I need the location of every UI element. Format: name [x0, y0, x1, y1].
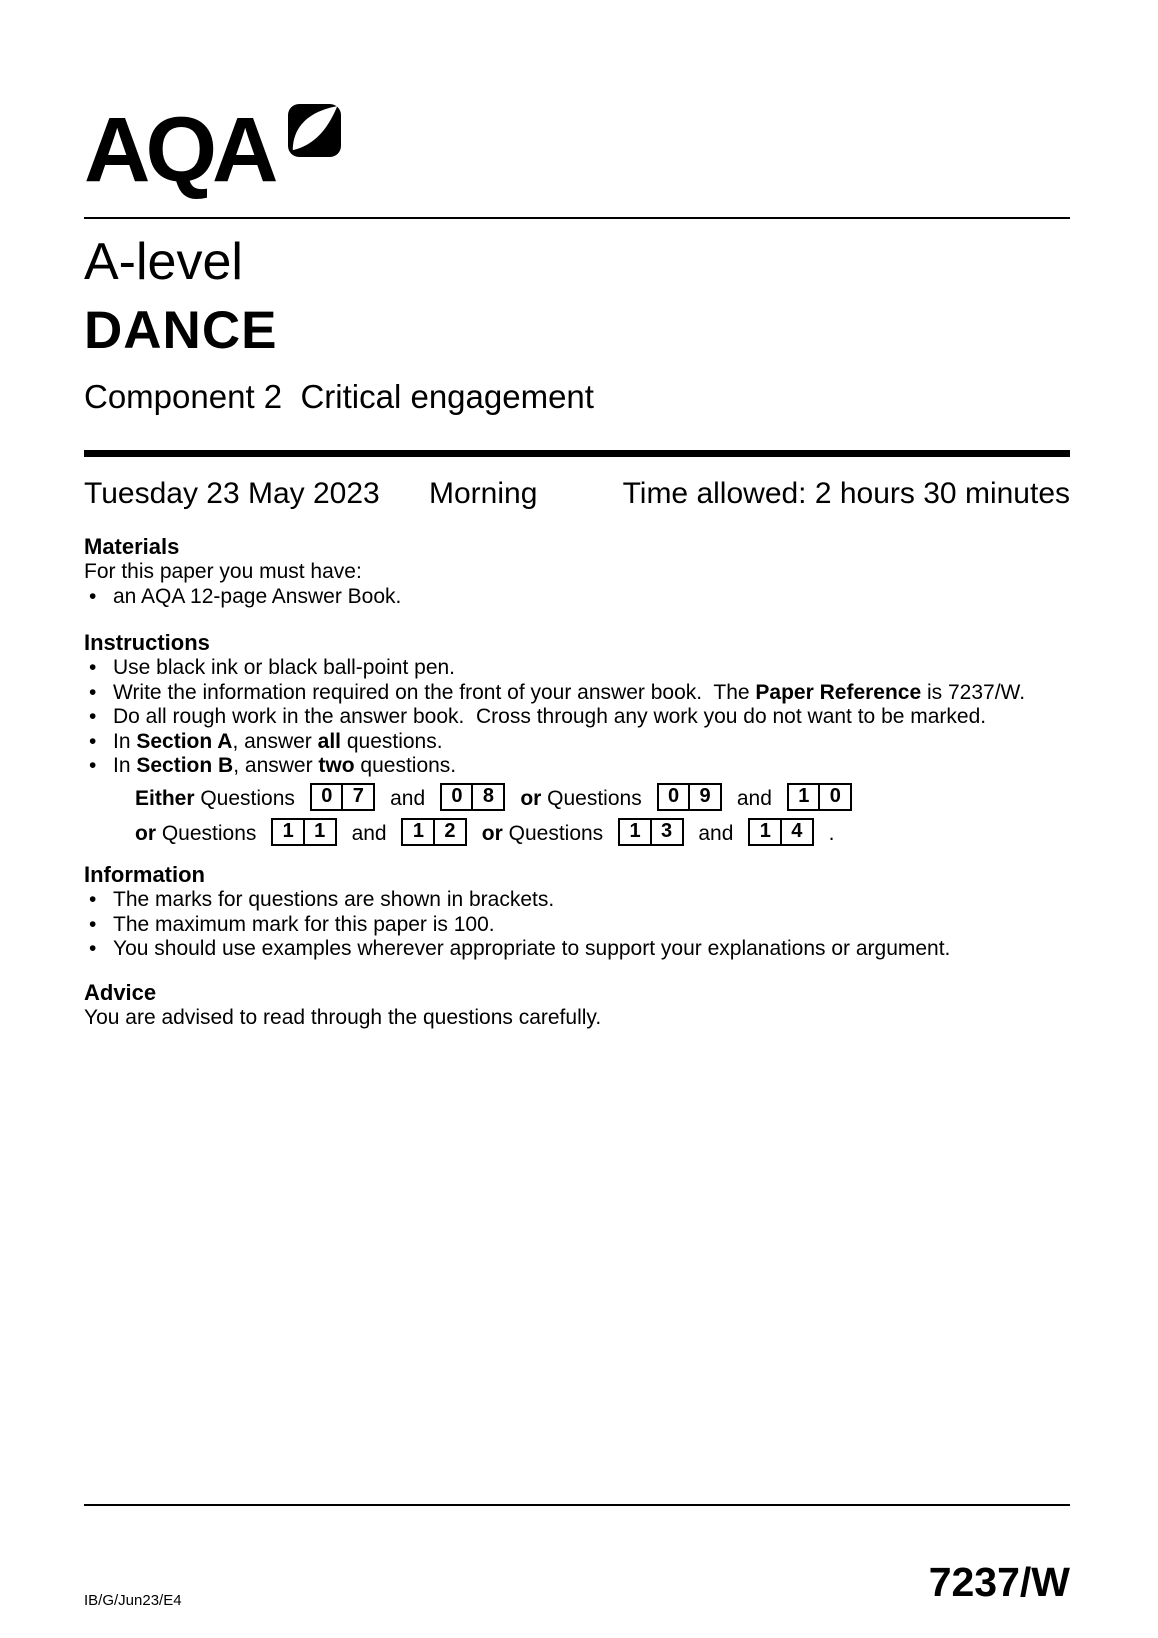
question-number-cell: 0 — [310, 783, 344, 811]
list-item: • In Section B, answer two questions. — [84, 754, 1070, 779]
footer-rule — [84, 1504, 1070, 1506]
list-item: • You should use examples wherever appropriate to support your explanations or argument. — [84, 937, 1070, 962]
question-number-cell: 1 — [618, 818, 652, 846]
materials-intro: For this paper you must have: — [84, 560, 362, 583]
page-content — [84, 0, 1070, 1638]
list-item: • Use black ink or black ball-point pen. — [84, 656, 1070, 681]
instructions-section — [84, 629, 1070, 849]
question-number-box — [401, 818, 467, 846]
question-number-box — [440, 783, 506, 811]
question-number-cell: 0 — [818, 783, 852, 811]
choice-row-or: or Questions 1 1 and 1 2 or Questions 1 3 and 1 4 . — [84, 818, 1070, 849]
paper-code: 7237/W — [928, 1559, 1070, 1605]
list-item: • Write the information required on the front of your answer book. The Paper Reference is 7237/W. — [84, 681, 1070, 706]
list-item: • In Section A, answer all questions. — [84, 730, 1070, 755]
question-number-box — [618, 818, 684, 846]
materials-list — [84, 585, 1070, 610]
title-rule — [84, 450, 1070, 457]
aqa-logo — [84, 0, 364, 200]
advice-section — [84, 979, 1070, 1031]
question-number-cell: 2 — [433, 818, 467, 846]
advice-heading: Advice — [84, 980, 157, 1005]
question-number-cell: 7 — [341, 783, 375, 811]
question-number-cell: 9 — [688, 783, 722, 811]
component-line: Component 2 Critical engagement — [84, 378, 594, 415]
question-number-cell: 4 — [780, 818, 814, 846]
question-number-box — [271, 818, 337, 846]
information-section — [84, 861, 1070, 962]
question-number-box — [310, 783, 376, 811]
session-row — [84, 476, 1070, 512]
information-list — [84, 888, 1070, 962]
header-rule — [84, 217, 1070, 219]
instructions-heading: Instructions — [84, 630, 210, 655]
list-item: • The maximum mark for this paper is 100. — [84, 913, 1070, 938]
exam-date: Tuesday 23 May 2023 — [84, 477, 380, 510]
choice-row-either: Either Questions 0 7 and 0 8 or Questions 0 9 and 1 0 — [84, 783, 1070, 814]
question-number-cell: 3 — [650, 818, 684, 846]
time-allowed: Time allowed: 2 hours 30 minutes — [622, 477, 1070, 510]
question-number-cell: 1 — [787, 783, 821, 811]
question-number-cell: 8 — [471, 783, 505, 811]
materials-heading: Materials — [84, 534, 180, 559]
qualification-title: A-level — [84, 233, 243, 291]
question-number-cell: 1 — [271, 818, 305, 846]
list-item: • Do all rough work in the answer book. Cross through any work you do not want to be marked. — [84, 705, 1070, 730]
information-heading: Information — [84, 862, 205, 887]
list-item: • an AQA 12-page Answer Book. — [84, 585, 1070, 610]
question-number-cell: 1 — [303, 818, 337, 846]
question-number-cell: 0 — [440, 783, 474, 811]
question-number-cell: 1 — [401, 818, 435, 846]
instructions-list — [84, 656, 1070, 779]
question-number-box — [748, 818, 814, 846]
subject-title: DANCE — [84, 301, 278, 360]
materials-section — [84, 533, 1070, 609]
list-item: • The marks for questions are shown in brackets. — [84, 888, 1070, 913]
exam-session: Morning — [429, 477, 538, 510]
aqa-logo-text: AQA — [84, 99, 274, 201]
question-number-cell: 1 — [748, 818, 782, 846]
question-number-box — [787, 783, 853, 811]
question-number-box — [657, 783, 723, 811]
footer-reference: IB/G/Jun23/E4 — [84, 1592, 182, 1609]
question-number-cell: 0 — [657, 783, 691, 811]
advice-text: You are advised to read through the questions carefully. — [84, 1006, 602, 1029]
aqa-leaf-icon — [288, 104, 341, 157]
